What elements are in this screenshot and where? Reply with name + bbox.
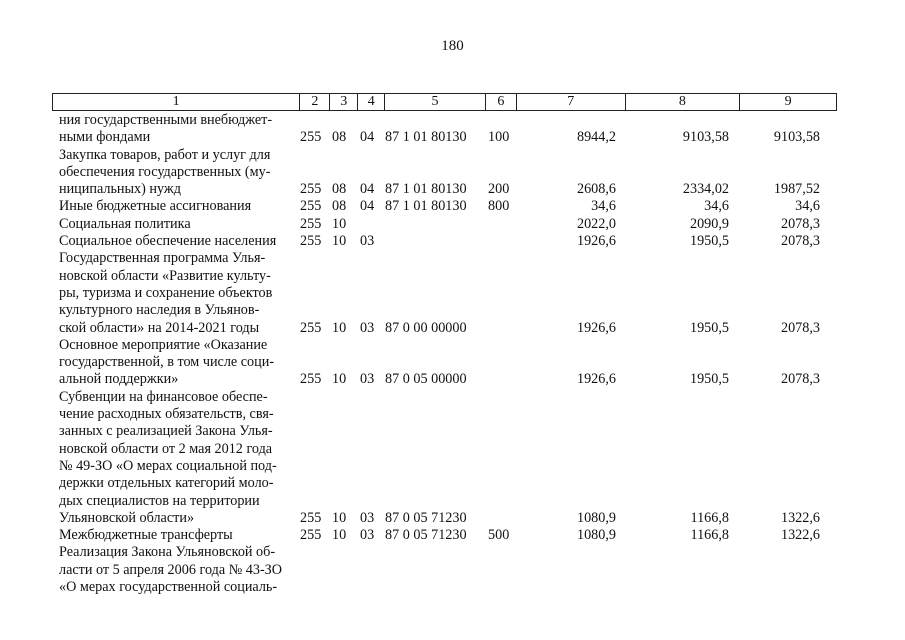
expense-type-code: 100 — [488, 129, 510, 146]
row-description — [59, 527, 300, 544]
table-row — [59, 527, 839, 544]
row-description-line: чение расходных обязательств, свя- — [59, 406, 274, 423]
target-article-code: 87 0 05 71230 — [385, 509, 467, 526]
section-code: 08 — [332, 198, 347, 215]
section-code: 10 — [332, 233, 347, 250]
expense-type-code: 800 — [488, 198, 510, 215]
row-description-line: № 49-ЗО «О мерах социальной под- — [59, 457, 277, 474]
row-description — [59, 233, 300, 250]
table-row — [59, 147, 839, 199]
header-cell-1: 1 — [53, 94, 300, 110]
row-description — [59, 112, 300, 147]
target-article-code: 87 0 05 71230 — [385, 527, 467, 544]
row-description-line: Государственная программа Улья- — [59, 250, 266, 267]
amount-col-8: 1950,5 — [689, 233, 729, 250]
section-code: 08 — [332, 129, 347, 146]
row-description-line: Социальное обеспечение населения — [59, 233, 277, 250]
row-description-line: новской области от 2 мая 2012 года — [59, 440, 273, 457]
amount-col-7: 1080,9 — [576, 509, 616, 526]
row-description-line: ния государственными внебюджет- — [59, 112, 273, 128]
table-header — [52, 93, 837, 111]
amount-col-8: 1950,5 — [689, 319, 729, 336]
row-description-line: Субвенции на финансовое обеспе- — [59, 388, 268, 405]
admin-code: 255 — [300, 233, 322, 250]
row-description-line: держки отдельных категорий моло- — [59, 475, 274, 492]
amount-col-8: 1166,8 — [690, 509, 729, 526]
amount-col-9: 2078,3 — [780, 233, 820, 250]
section-code: 10 — [332, 527, 347, 544]
table-row — [59, 198, 839, 215]
row-description — [59, 250, 300, 336]
section-code: 10 — [332, 319, 347, 336]
row-description-line: Социальная политика — [59, 215, 191, 232]
row-description-line: ры, туризма и сохранение объектов — [59, 284, 273, 301]
target-article-code: 87 0 05 00000 — [385, 371, 467, 388]
row-description-line: Межбюджетные трансферты — [59, 527, 233, 544]
row-description — [59, 216, 300, 233]
table-row — [59, 337, 839, 389]
subsection-code: 03 — [360, 527, 375, 544]
amount-col-9: 2078,3 — [780, 319, 820, 336]
target-article-code: 87 0 00 00000 — [385, 319, 467, 336]
admin-code: 255 — [300, 181, 322, 198]
header-cell-9: 9 — [784, 94, 792, 109]
admin-code: 255 — [300, 129, 322, 146]
row-description-line: государственной, в том числе соци- — [59, 354, 275, 371]
row-description-line: ными фондами — [59, 129, 151, 146]
admin-code: 255 — [300, 198, 322, 215]
expense-type-code: 200 — [488, 181, 510, 198]
row-description-line: ласти от 5 апреля 2006 года № 43-ЗО — [59, 561, 283, 578]
amount-col-7: 2022,0 — [576, 215, 616, 232]
row-description — [59, 337, 300, 389]
header-cell-5: 5 — [385, 94, 486, 110]
subsection-code: 04 — [360, 129, 375, 146]
row-description-line: культурного наследия в Ульянов- — [59, 302, 260, 319]
header-cell-7: 7 — [517, 94, 626, 110]
amount-col-9: 2078,3 — [780, 371, 820, 388]
header-cell-3: 3 — [330, 94, 358, 110]
row-description-line: Основное мероприятие «Оказание — [59, 336, 268, 353]
amount-col-7: 1926,6 — [576, 319, 616, 336]
subsection-code: 03 — [360, 233, 375, 250]
row-description-line: занных с реализацией Закона Улья- — [59, 423, 273, 440]
amount-col-9: 1987,52 — [773, 181, 820, 198]
row-description-line: ниципальных) нужд — [59, 181, 181, 198]
admin-code: 255 — [300, 509, 322, 526]
amount-col-9: 9103,58 — [773, 129, 820, 146]
header-cell-8: 8 — [626, 94, 741, 110]
table-row — [59, 233, 839, 250]
amount-col-7: 8944,2 — [576, 129, 616, 146]
admin-code: 255 — [300, 215, 322, 232]
admin-code: 255 — [300, 527, 322, 544]
target-article-code: 87 1 01 80130 — [385, 198, 467, 215]
section-code: 10 — [332, 509, 347, 526]
row-description-line: «О мерах государственной социаль- — [59, 579, 278, 596]
amount-col-8: 34,6 — [704, 198, 729, 215]
header-cell-6: 6 — [486, 94, 517, 110]
row-description — [59, 544, 300, 596]
budget-table-body — [59, 112, 839, 596]
amount-col-7: 1080,9 — [576, 527, 616, 544]
amount-col-7: 1926,6 — [576, 233, 616, 250]
subsection-code: 03 — [360, 319, 375, 336]
table-row — [59, 216, 839, 233]
amount-col-7: 1926,6 — [576, 371, 616, 388]
header-cell-4: 4 — [358, 94, 385, 110]
header-cell-2: 2 — [300, 94, 330, 110]
row-description-line: дых специалистов на территории — [59, 492, 260, 509]
section-code: 10 — [332, 371, 347, 388]
table-row — [59, 250, 839, 336]
amount-col-8: 2090,9 — [689, 215, 729, 232]
section-code: 08 — [332, 181, 347, 198]
target-article-code: 87 1 01 80130 — [385, 181, 467, 198]
row-description-line: Ульяновской области» — [59, 509, 195, 526]
row-description-line: альной поддержки» — [59, 371, 179, 388]
page-number: 180 — [441, 38, 464, 54]
admin-code: 255 — [300, 319, 322, 336]
row-description — [59, 198, 300, 215]
table-row — [59, 389, 839, 527]
amount-col-8: 2334,02 — [682, 181, 729, 198]
row-description — [59, 389, 300, 527]
subsection-code: 04 — [360, 198, 375, 215]
amount-col-7: 34,6 — [591, 198, 616, 215]
row-description-line: Иные бюджетные ассигнования — [59, 198, 252, 215]
section-code: 10 — [332, 215, 347, 232]
amount-col-8: 1166,8 — [690, 527, 729, 544]
row-description-line: новской области «Развитие культу- — [59, 267, 271, 284]
row-description — [59, 147, 300, 199]
table-row — [59, 112, 839, 147]
row-description-line: Реализация Закона Ульяновской об- — [59, 544, 276, 561]
admin-code: 255 — [300, 371, 322, 388]
amount-col-9: 34,6 — [795, 198, 820, 215]
expense-type-code: 500 — [488, 527, 510, 544]
table-row — [59, 544, 839, 596]
amount-col-9: 1322,6 — [780, 527, 820, 544]
row-description-line: обеспечения государственных (му- — [59, 163, 271, 180]
target-article-code: 87 1 01 80130 — [385, 129, 467, 146]
amount-col-9: 1322,6 — [780, 509, 820, 526]
row-description-line: ской области» на 2014-2021 годы — [59, 319, 260, 336]
subsection-code: 03 — [360, 371, 375, 388]
amount-col-7: 2608,6 — [576, 181, 616, 198]
amount-col-8: 1950,5 — [689, 371, 729, 388]
row-description-line: Закупка товаров, работ и услуг для — [59, 146, 271, 163]
subsection-code: 03 — [360, 509, 375, 526]
amount-col-9: 2078,3 — [780, 215, 820, 232]
subsection-code: 04 — [360, 181, 375, 198]
amount-col-8: 9103,58 — [682, 129, 729, 146]
